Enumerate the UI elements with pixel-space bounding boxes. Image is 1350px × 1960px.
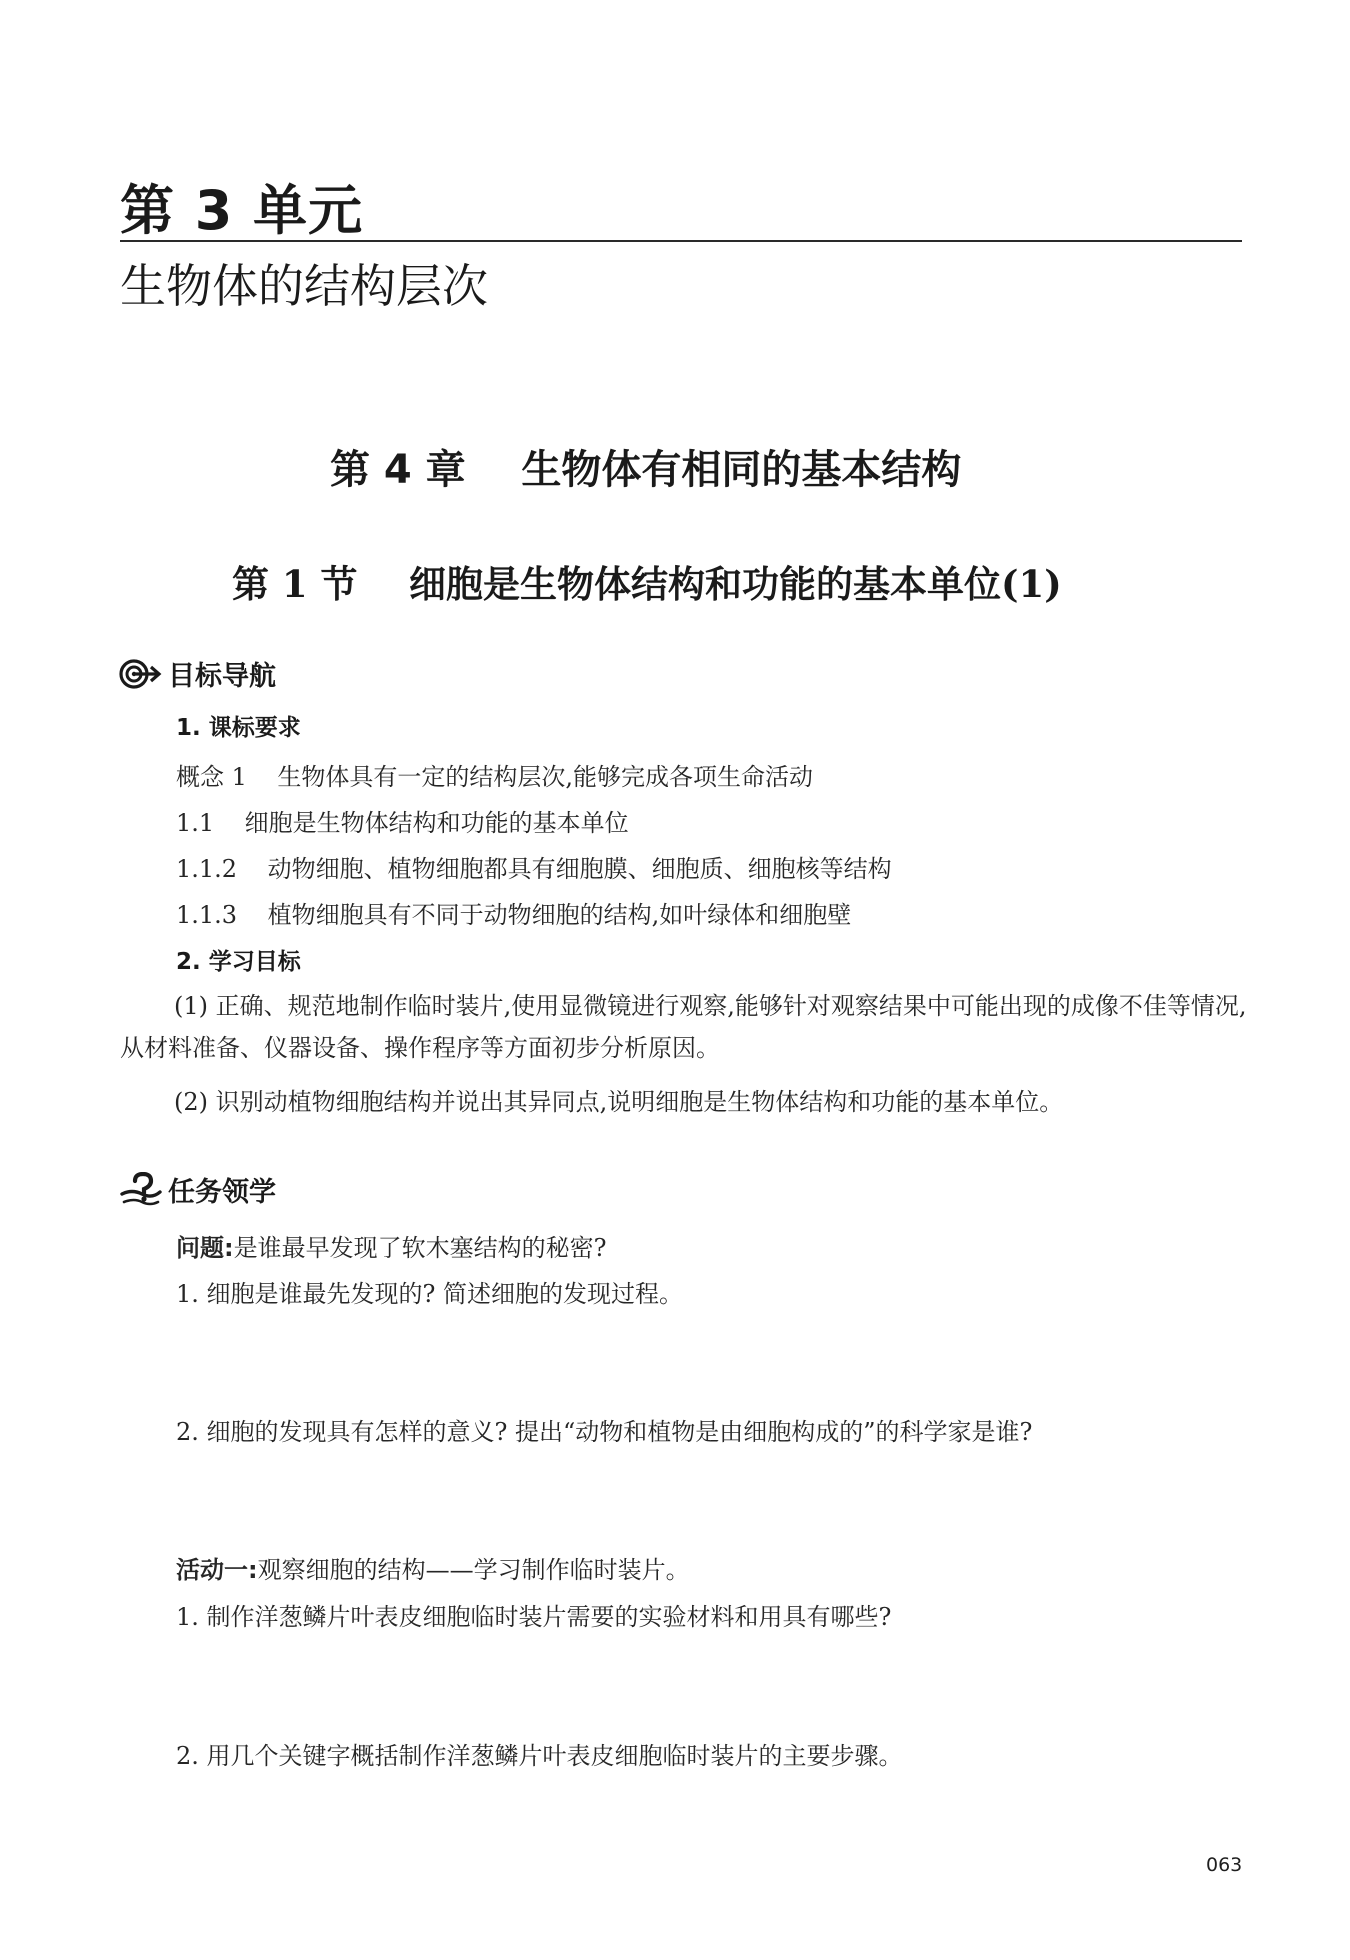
problem-text: 是谁最早发现了软木塞结构的秘密? <box>233 1234 607 1262</box>
question-item: 1. 细胞是谁最先发现的? 简述细胞的发现过程。 <box>176 1280 684 1308</box>
goal-nav-label: 目标导航 <box>168 661 276 692</box>
activity-line <box>176 1550 690 1585</box>
unit-divider <box>120 240 1242 242</box>
question-icon <box>118 1172 164 1208</box>
curriculum-line: 1.1.2 动物细胞、植物细胞都具有细胞膜、细胞质、细胞核等结构 <box>176 855 892 883</box>
goal-nav-heading <box>118 654 276 693</box>
curriculum-line: 1.1 细胞是生物体结构和功能的基本单位 <box>176 809 629 837</box>
question-item: 2. 细胞的发现具有怎样的意义? 提出“动物和植物是由细胞构成的”的科学家是谁? <box>176 1418 1033 1446</box>
objectives-heading: 2. 学习目标 <box>176 949 301 975</box>
target-icon <box>118 657 162 691</box>
objective-item: (1) 正确、规范地制作临时装片,使用显微镜进行观察,能够针对观察结果中可能出现的成像不佳等情况,从材料准备、仪器设备、操作程序等方面初步分析原因。 <box>120 992 1247 1062</box>
activity-question: 2. 用几个关键字概括制作洋葱鳞片叶表皮细胞临时装片的主要步骤。 <box>176 1742 903 1770</box>
activity-label: 活动一: <box>176 1556 258 1584</box>
task-learning-label: 任务领学 <box>168 1177 276 1208</box>
unit-title: 第 3 单元 <box>120 179 364 242</box>
objective-item: (2) 识别动植物细胞结构并说出其异同点,说明细胞是生物体结构和功能的基本单位。 <box>174 1088 1064 1116</box>
curriculum-heading: 1. 课标要求 <box>176 715 301 741</box>
section-title: 第 1 节 细胞是生物体结构和功能的基本单位(1) <box>232 562 1062 606</box>
problem-line <box>176 1228 606 1263</box>
activity-question: 1. 制作洋葱鳞片叶表皮细胞临时装片需要的实验材料和用具有哪些? <box>176 1603 892 1631</box>
page-number: 063 <box>1206 1854 1243 1876</box>
task-learning-heading <box>118 1170 276 1209</box>
curriculum-line: 概念 1 生物体具有一定的结构层次,能够完成各项生命活动 <box>176 763 814 791</box>
activity-text: 观察细胞的结构——学习制作临时装片。 <box>257 1556 690 1584</box>
curriculum-line: 1.1.3 植物细胞具有不同于动物细胞的结构,如叶绿体和细胞壁 <box>176 901 852 929</box>
chapter-title: 第 4 章 生物体有相同的基本结构 <box>330 447 962 493</box>
unit-subtitle: 生物体的结构层次 <box>120 259 488 313</box>
problem-label: 问题: <box>176 1234 234 1262</box>
